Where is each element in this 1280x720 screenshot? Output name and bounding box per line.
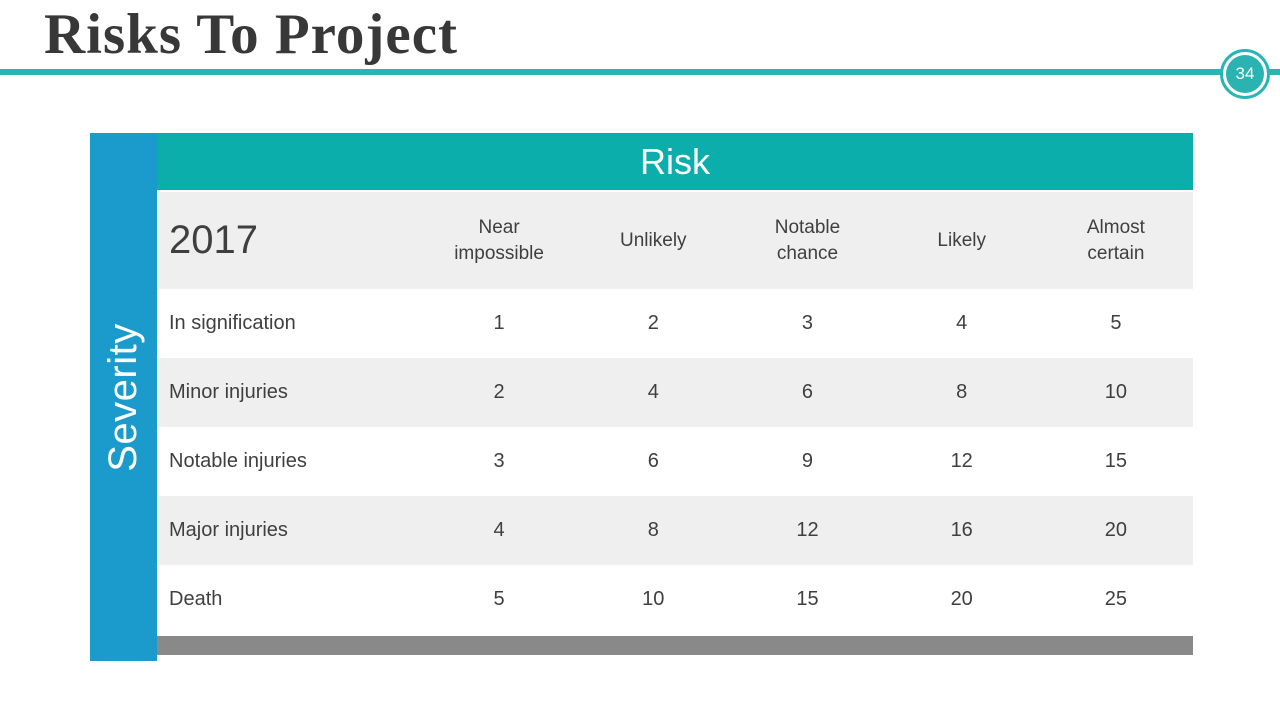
table-header-row: [157, 192, 1193, 289]
value-cell: 20: [1104, 519, 1128, 541]
column-header-near-impossible: Near impossible: [454, 216, 544, 264]
table-row: [157, 496, 1193, 565]
value-cell: 12: [796, 519, 819, 541]
row-label: Death: [169, 588, 223, 610]
row-label: Notable injuries: [169, 450, 307, 472]
value-cell: 12: [950, 450, 973, 472]
year-cell: 2017: [169, 218, 258, 262]
risk-matrix-content: [157, 133, 1193, 655]
value-cell: 3: [801, 312, 814, 334]
value-cell: 8: [956, 381, 968, 403]
value-cell: 3: [493, 450, 505, 472]
value-cell: 10: [1104, 381, 1128, 403]
value-cell: 9: [801, 450, 814, 472]
value-cell: 2: [647, 312, 659, 334]
table-row: [157, 427, 1193, 496]
page-number-badge: [1220, 49, 1270, 99]
value-cell: 2: [493, 381, 505, 403]
value-cell: 15: [796, 588, 819, 610]
value-cell: 6: [647, 450, 659, 472]
value-cell: 4: [956, 312, 968, 334]
value-cell: 10: [642, 588, 665, 610]
risk-matrix-table: [90, 133, 1193, 661]
value-cell: 5: [1110, 312, 1122, 334]
column-header-likely: Likely: [937, 229, 986, 251]
severity-axis-bar: [90, 133, 157, 661]
title-divider-line: [0, 69, 1280, 75]
risk-axis-header: Risk: [157, 133, 1193, 190]
table-footer-bar: [157, 636, 1193, 655]
table-row: [157, 358, 1193, 427]
column-header-notable-chance: Notable chance: [774, 216, 841, 264]
table-row: [157, 289, 1193, 358]
value-cell: 20: [950, 588, 973, 610]
value-cell: 5: [493, 588, 505, 610]
page-title: Risks To Project: [44, 3, 458, 66]
value-cell: 4: [647, 381, 659, 403]
page-number: 34: [1226, 55, 1264, 93]
value-cell: 15: [1104, 450, 1128, 472]
value-cell: 16: [950, 519, 973, 541]
column-header-unlikely: Unlikely: [620, 229, 687, 251]
row-label: In signification: [169, 312, 296, 334]
value-cell: 8: [647, 519, 659, 541]
table-row: [157, 565, 1193, 634]
column-header-almost-certain: Almost certain: [1086, 216, 1145, 264]
value-cell: 1: [493, 312, 505, 334]
value-cell: 6: [801, 381, 814, 403]
value-cell: 25: [1104, 588, 1128, 610]
value-cell: 4: [493, 519, 505, 541]
severity-axis-label: Severity: [101, 322, 145, 472]
row-label: Major injuries: [169, 519, 288, 541]
row-label: Minor injuries: [169, 381, 288, 403]
